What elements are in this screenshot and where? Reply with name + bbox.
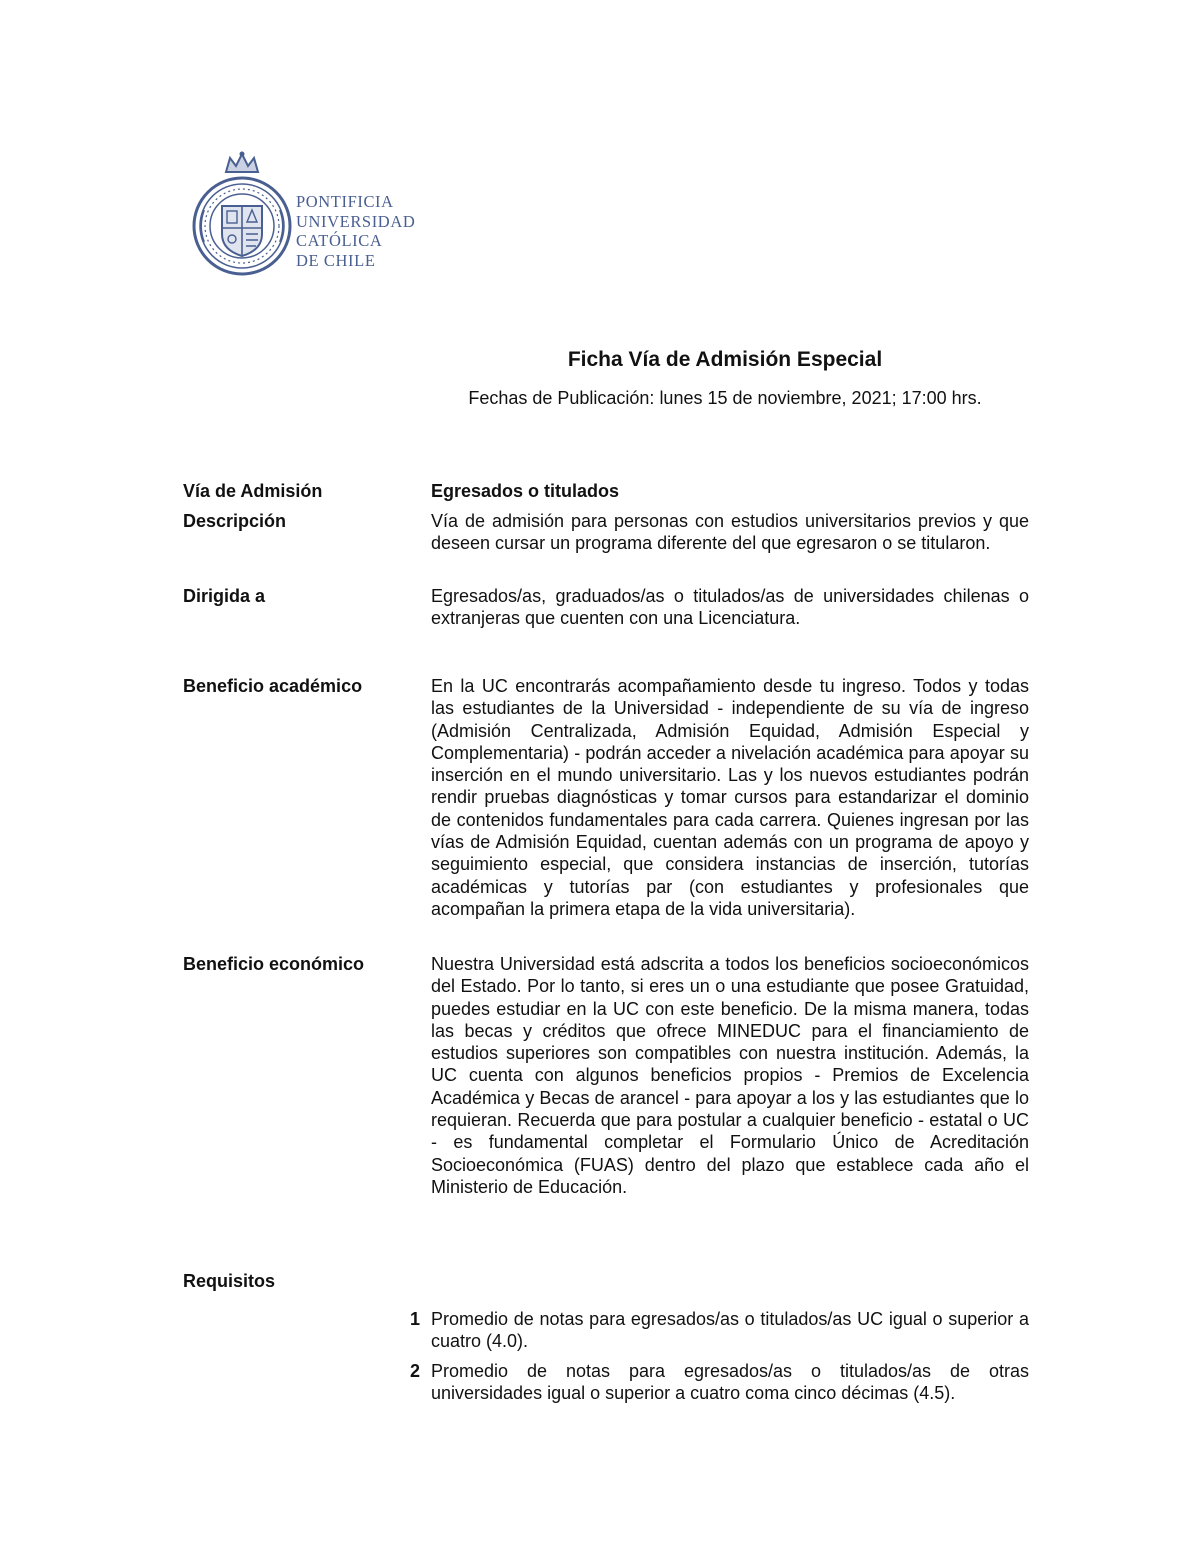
requisitos-heading: Requisitos: [183, 1271, 276, 1291]
row-label-dirigida: Dirigida a: [183, 586, 266, 606]
row-label-beneficio-academico: Beneficio académico: [183, 676, 363, 696]
row-value-dirigida: Egresados/as, graduados/as o titulados/as de universidades chilenas o extranjeras que cuenten con una Licenciatura.: [431, 586, 1029, 629]
document-title: Ficha Vía de Admisión Especial: [567, 348, 883, 371]
logo-line: CATÓLICA: [296, 231, 383, 250]
row-value-beneficio-economico: Nuestra Universidad está adscrita a todos los beneficios socioeconómicos del Estado. Por lo tanto, si eres un o una estudiante que posee Gratuidad, puedes estudiar en la UC con este beneficio. De la misma manera, todas las becas y créditos que ofrece MINEDUC para el financiamiento de estudios superiores son compatibles con nuestra institución. Además, la UC cuenta con algunos beneficios propios - Premios de Excelencia Académica y Becas de arancel - para apoyar a los y las estudiantes que lo requieran. Recuerda que para postular a cualquier beneficio - estatal o UC - es fundamental completar el Formulario Único de Acreditación Socioeconómica (FUAS) dentro del plazo que establece cada año el Ministerio de Educación.: [431, 954, 1029, 1197]
publication-date: Fechas de Publicación: lunes 15 de noviembre, 2021; 17:00 hrs.: [468, 388, 982, 408]
row-value-beneficio-academico: En la UC encontrarás acompañamiento desde tu ingreso. Todos y todas las estudiantes de la Universidad - independiente de su vía de ingreso (Admisión Centralizada, Admisión Equidad, Admisión Especial y Complementaria) - podrán acceder a nivelación académica para apoyar su inserción en el mundo universitario. Las y los nuevos estudiantes podrán rendir pruebas diagnósticas y tomar cursos para estandarizar el dominio de contenidos fundamentales para cada carrera. Quienes ingresan por las vías de Admisión Equidad, cuentan además con un programa de apoyo y seguimiento especial, que considera instancias de inserción, tutorías académicas y tutorías par (con estudiantes y profesionales que acompañan la primera etapa de la vida universitaria).: [431, 676, 1029, 919]
requisito-number: 1: [409, 1309, 420, 1329]
logo-line: UNIVERSIDAD: [296, 211, 416, 231]
row-label-descripcion: Descripción: [183, 511, 287, 531]
university-logo-text: [296, 192, 415, 270]
university-seal-icon: [190, 150, 294, 280]
row-value-via-admision: Egresados o titulados: [431, 481, 620, 501]
row-label-beneficio-economico: Beneficio económico: [183, 954, 365, 974]
row-label-via-admision: Vía de Admisión: [183, 481, 323, 501]
requisito-text: Promedio de notas para egresados/as o titulados/as UC igual o superior a cuatro (4.0).: [431, 1309, 1029, 1352]
logo-line: PONTIFICIA: [296, 192, 394, 211]
requisito-text: Promedio de notas para egresados/as o titulados/as de otras universidades igual o superior a cuatro coma cinco décimas (4.5).: [431, 1361, 1029, 1404]
requisito-number: 2: [409, 1361, 420, 1381]
logo-line: DE CHILE: [296, 250, 376, 270]
row-value-descripcion: Vía de admisión para personas con estudios universitarios previos y que deseen cursar un programa diferente del que egresaron o se titularon.: [431, 511, 1029, 554]
university-logo: [190, 150, 430, 280]
